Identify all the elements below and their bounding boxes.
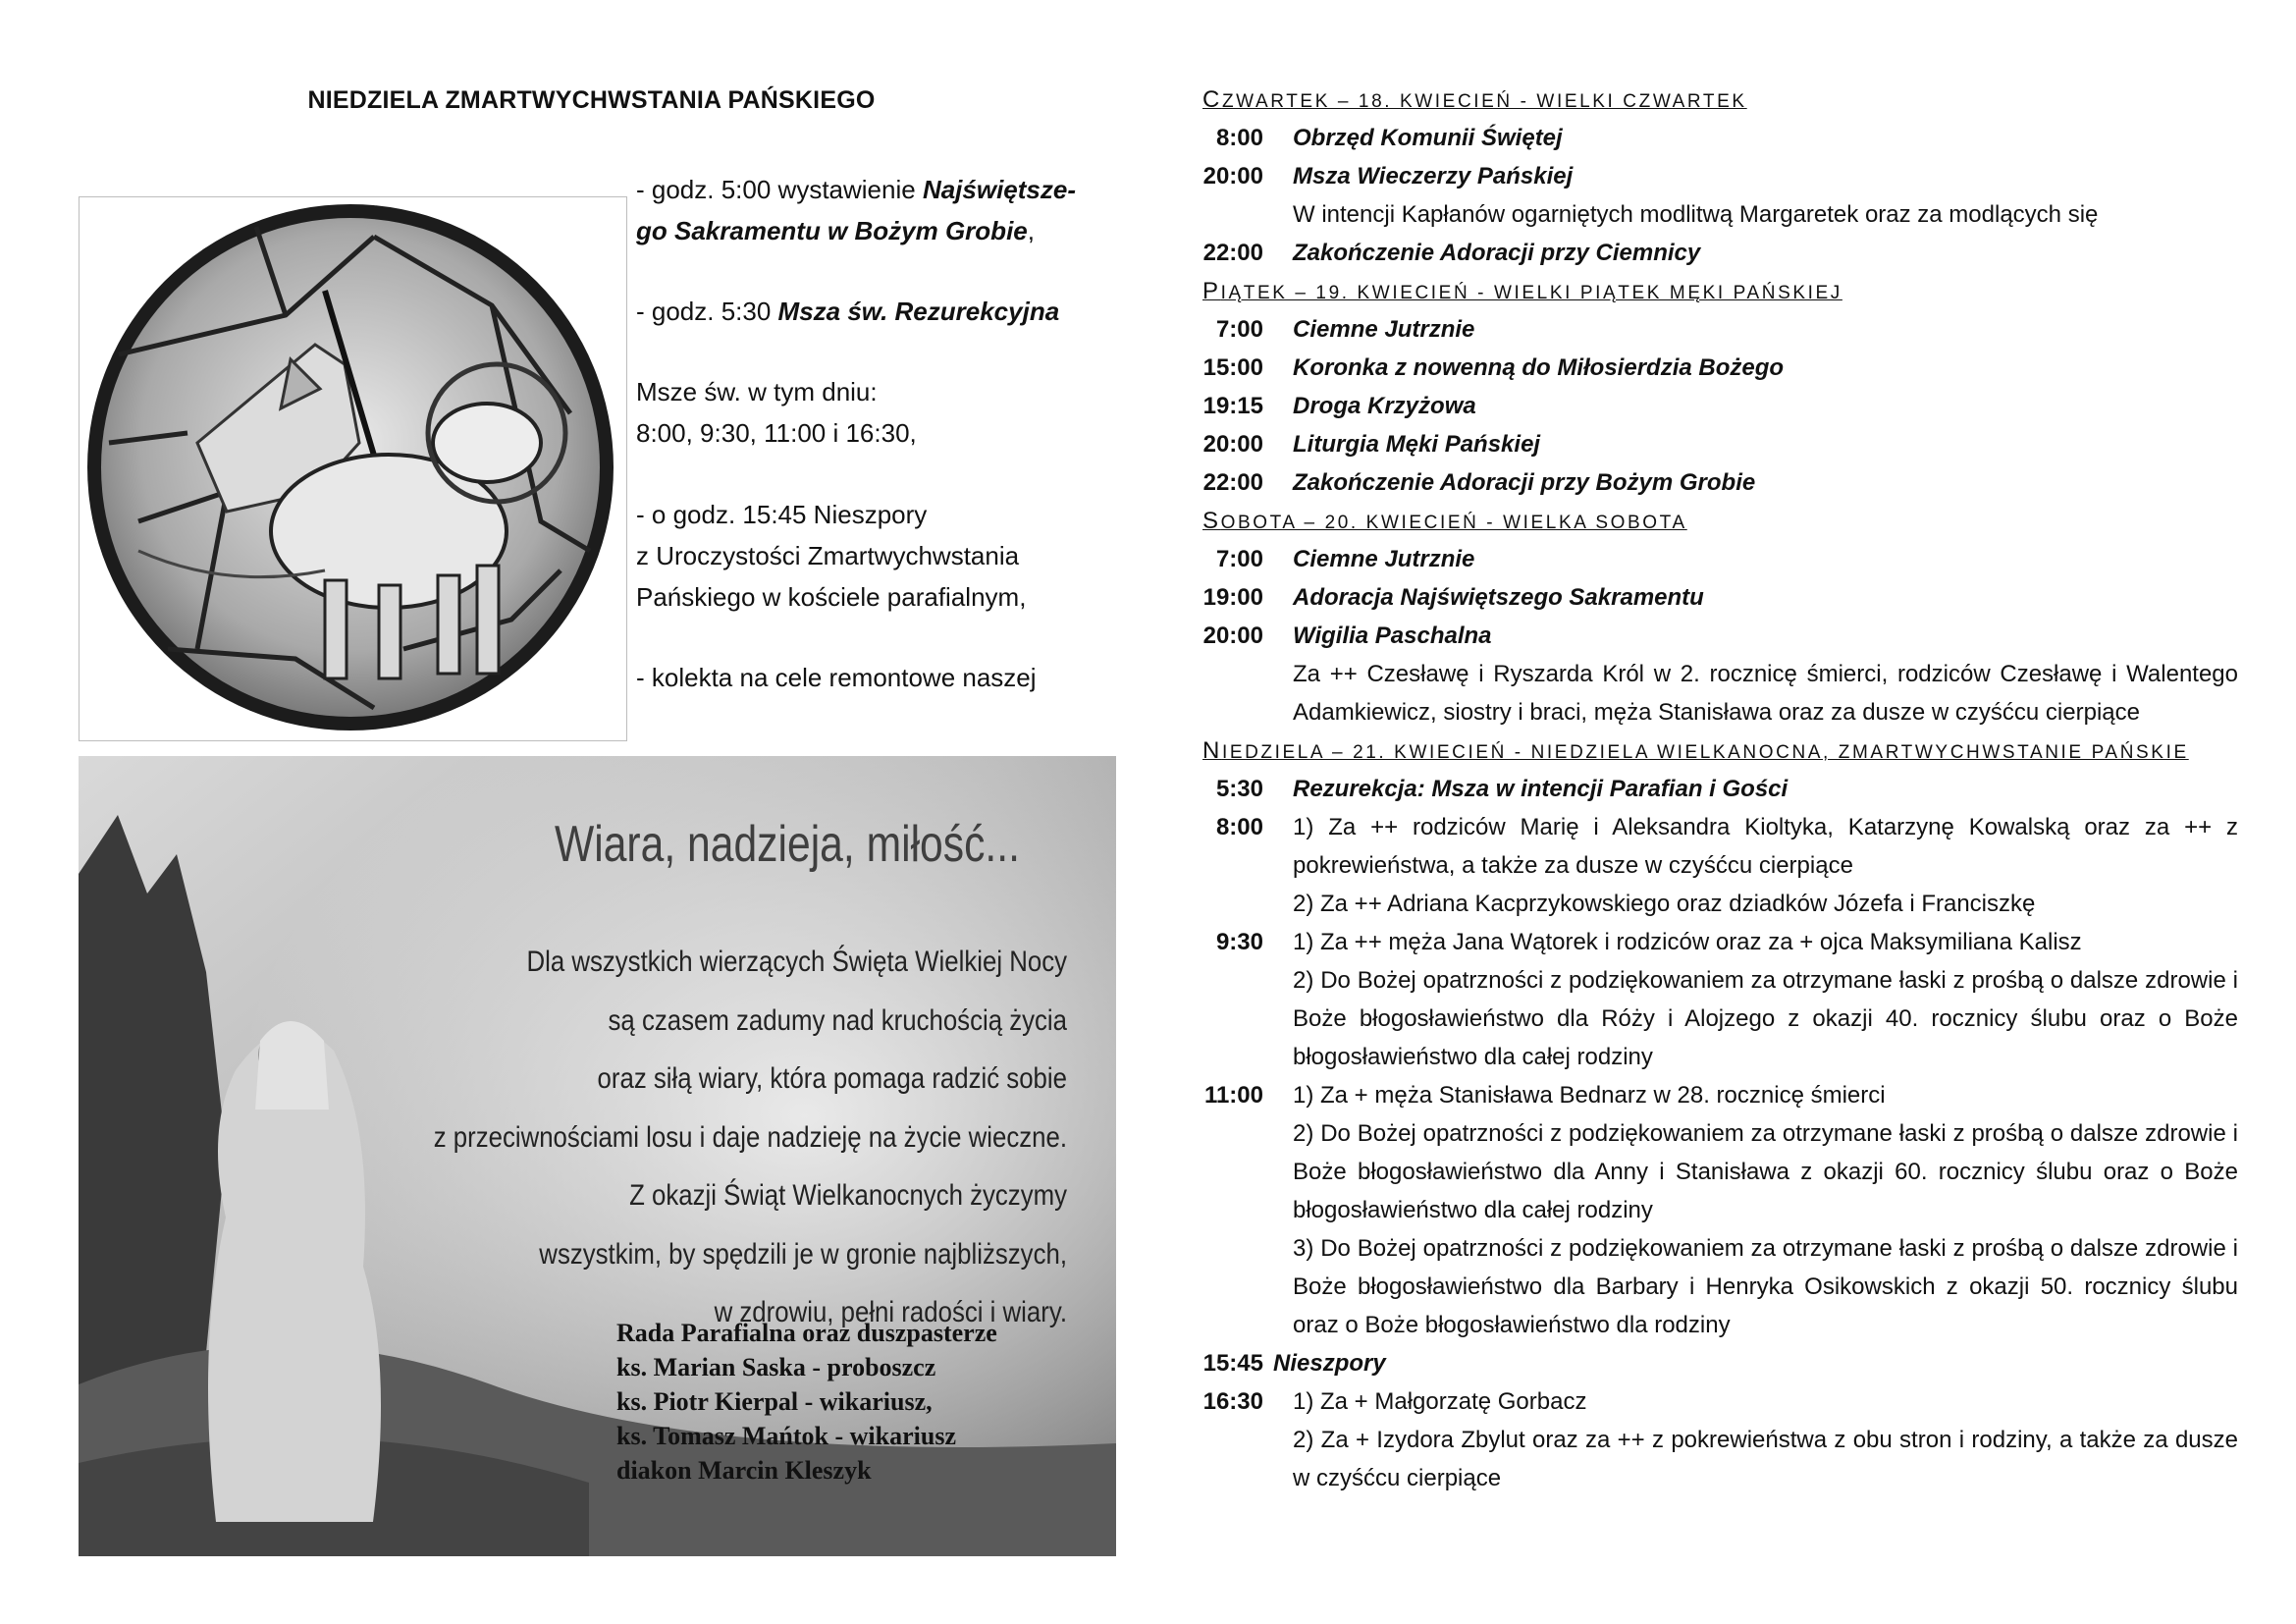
schedule-intention: 2) Do Bożej opatrzności z podziękowaniem za otrzymane łaski z prośbą o dalsze zdrowie i Boże błogosławieństwo dla Róży i Alojzego z okazji 40. rocznicy ślubu oraz o Boże błogosławieństwo dla całej rodziny (1293, 967, 2238, 1070)
schedule-row: 7:00 Ciemne Jutrznie (1215, 546, 1475, 572)
schedule-row: 22:00 Zakończenie Adoracji przy Bożym Grobie (1202, 469, 1756, 496)
schedule-row: 5:30 Rezurekcja: Msza w intencji Parafian i Gości (1215, 776, 1789, 802)
schedule-intention: Za ++ Czesławę i Ryszarda Król w 2. rocznicę śmierci, rodziców Czesławę i Walentego Adamkiewicz, siostry i braci, męża Stanisława oraz za dusze w czyśćcu cierpiące (1293, 661, 2238, 726)
schedule-intention: 2) Do Bożej opatrzności z podziękowaniem za otrzymane łaski z prośbą o dalsze zdrowie i Boże błogosławieństwo dla Anny i Stanisława z okazji 60. rocznicy ślubu oraz o Boże błogosławieństwo dla całej rodziny (1293, 1120, 2238, 1223)
card-wishes: Dla wszystkich wierzących Święta Wielkiej Nocy są czasem zadumy nad kruchością życia oraz siłą wiary, która pomaga radzić sobie z przeciwnościami losu i daje nadzieję na życie wieczne. Z okazji Świąt Wielkanocnych życzymy wszystkim, by spędzili je w gronie najbliższych, w zdrowiu, pełni radości i wiary. (433, 946, 1067, 1328)
schedule-intention: W intencji Kapłanów ogarniętych modlitwą Margaretek oraz za modlących się (1293, 201, 2099, 228)
schedule-intention: 3) Do Bożej opatrzności z podziękowaniem za otrzymane łaski z prośbą o dalsze zdrowie i Boże błogosławieństwo dla Barbary i Henryka Osikowskich z okazji 50. rocznicy ślubu oraz o Boże błogosławieństwo dla rodziny (1293, 1235, 2238, 1338)
schedule-row: 8:00 Obrzęd Komunii Świętej (1215, 125, 1563, 151)
section-heading-saturday: SOBOTA – 20. KWIECIEŃ - WIELKA SOBOTA (1202, 508, 1687, 534)
card-signature: Rada Parafialna oraz duszpasterze ks. Marian Saska - proboszcz ks. Piotr Kierpal - wikariusz, ks. Tomasz Mańtok - wikariusz diakon Marcin Kleszyk (616, 1319, 997, 1485)
schedule-row: 19:15 Droga Krzyżowa (1202, 393, 1476, 419)
schedule-row: 15:45 Nieszpory (1202, 1350, 1386, 1377)
schedule-row: 15:00 Koronka z nowenną do Miłosierdzia Bożego (1202, 354, 1785, 381)
schedule-row: 20:00 Wigilia Paschalna (1202, 623, 1492, 649)
note-vespers: - o godz. 15:45 Nieszpory z Uroczystości Zmartwychwstania Pańskiego w kościele parafialnym, (636, 499, 1027, 612)
schedule-row: 11:00 1) Za + męża Stanisława Bednarz w 28. rocznicę śmierci (1203, 1082, 1886, 1109)
schedule-intention: 2) Za + Izydora Zbylut oraz za ++ z pokrewieństwa z obu stron i rodziny, a także za dusze w czyśćcu cierpiące (1293, 1427, 2238, 1491)
schedule-row: 19:00 Adoracja Najświętszego Sakramentu (1202, 584, 1704, 611)
note-exposition: - godz. 5:00 wystawienie Najświętsze- go Sakramentu w Bożym Grobie, (636, 175, 1077, 246)
schedule-row: 7:00 Ciemne Jutrznie (1215, 316, 1475, 343)
mass-schedule (1202, 81, 2238, 1497)
note-resurrection-mass: - godz. 5:30 Msza św. Rezurekcyjna (636, 297, 1060, 327)
schedule-row: 22:00 Zakończenie Adoracji przy Ciemnicy (1202, 240, 1701, 266)
note-masses: Msze św. w tym dniu: 8:00, 9:30, 11:00 i 16:30, (636, 377, 917, 449)
note-collection: - kolekta na cele remontowe naszej (636, 662, 1037, 692)
card-heading: Wiara, nadzieja, miłość... (555, 816, 1020, 873)
easter-greeting-card (79, 756, 1116, 1556)
schedule-row: 9:30 1) Za ++ męża Jana Wątorek i rodziców oraz za + ojca Maksymiliana Kalisz (1215, 929, 2082, 955)
announcements (636, 169, 1127, 698)
section-heading-thursday: CZWARTEK – 18. KWIECIEŃ - WIELKI CZWARTEK (1202, 86, 1747, 113)
schedule-row: 20:00 Liturgia Męki Pańskiej (1202, 431, 1541, 458)
schedule-row: 16:30 1) Za + Małgorzatę Gorbacz (1202, 1388, 1587, 1415)
schedule-row: 20:00 Msza Wieczerzy Pańskiej (1202, 163, 1574, 189)
schedule-intention: 2) Za ++ Adriana Kacprzykowskiego oraz dziadków Józefa i Franciszkę (1293, 891, 2036, 917)
stained-glass-lamb-image (79, 196, 627, 741)
page-title: NIEDZIELA ZMARTWYCHWSTANIA PAŃSKIEGO (307, 86, 876, 114)
section-heading-sunday: NIEDZIELA – 21. KWIECIEŃ - NIEDZIELA WIELKANOCNA, ZMARTWYCHWSTANIE PAŃSKIE (1202, 737, 2189, 764)
schedule-row: 8:00 1) Za ++ rodziców Marię i Aleksandra Kioltyka, Katarzynę Kowalską oraz za ++ z pokrewieństwa, a także za dusze w czyśćcu cierpiące (1215, 814, 2238, 879)
section-heading-friday: PIĄTEK – 19. KWIECIEŃ - WIELKI PIĄTEK MĘKI PAŃSKIEJ (1202, 278, 1842, 304)
